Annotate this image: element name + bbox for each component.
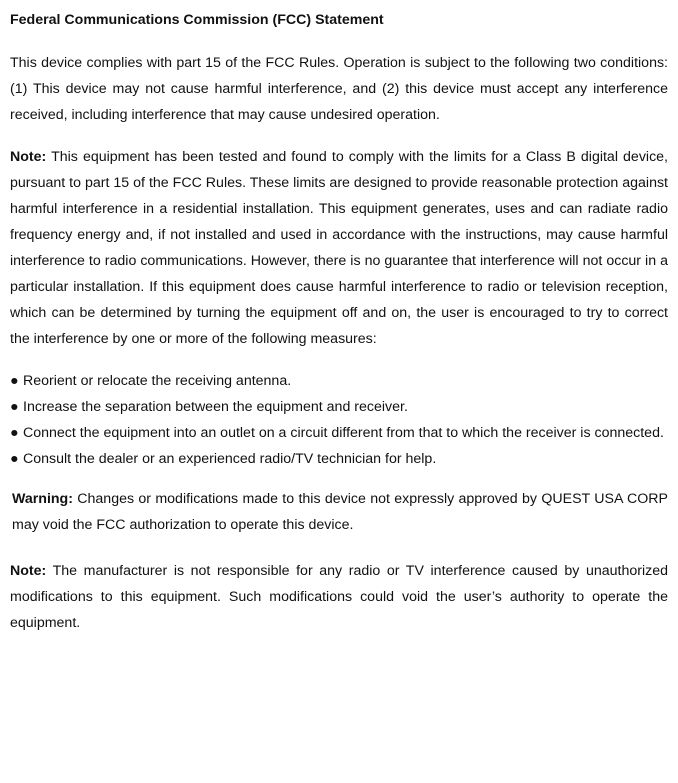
manufacturer-note-text: The manufacturer is not responsible for any radio or TV interference caused by unauthorized modifications to this equipment. Such modifications could void the user’s authority to operate the equipment.	[10, 563, 668, 631]
manufacturer-note-label: Note:	[10, 563, 47, 579]
note-paragraph	[10, 144, 668, 352]
list-item	[10, 420, 668, 446]
list-item	[10, 368, 668, 394]
bullet-icon: ●	[10, 451, 19, 467]
bullet-icon: ●	[10, 373, 19, 389]
manufacturer-note-paragraph	[10, 558, 668, 636]
bullet-icon: ●	[10, 425, 19, 441]
bullet-icon: ●	[10, 399, 19, 415]
page-title: Federal Communications Commission (FCC) Statement	[10, 12, 384, 28]
note-label: Note:	[10, 149, 47, 165]
measure-text: Reorient or relocate the receiving antenna.	[23, 373, 292, 389]
measure-text: Consult the dealer or an experienced radio/TV technician for help.	[23, 451, 437, 467]
measures-list	[10, 368, 668, 472]
intro-paragraph: This device complies with part 15 of the FCC Rules. Operation is subject to the following two conditions: (1) This device may not cause harmful interference, and (2) this device must accept any interference received, including interference that may cause undesired operation.	[10, 55, 668, 123]
measure-text: Connect the equipment into an outlet on a circuit different from that to which the receiver is connected.	[23, 425, 664, 441]
measure-text: Increase the separation between the equipment and receiver.	[23, 399, 408, 415]
note-text: This equipment has been tested and found to comply with the limits for a Class B digital device, pursuant to part 15 of the FCC Rules. These limits are designed to provide reasonable protection against harmful interference in a residential installation. This equipment generates, uses and can radiate radio frequency energy and, if not installed and used in accordance with the instructions, may cause harmful interference to radio communications. However, there is no guarantee that interference will not occur in a particular installation. If this equipment does cause harmful interference to radio or television reception, which can be determined by turning the equipment off and on, the user is encouraged to try to correct the interference by one or more of the following measures:	[10, 149, 668, 347]
warning-paragraph	[10, 486, 668, 538]
warning-text: Changes or modifications made to this device not expressly approved by QUEST USA CORP may void the FCC authorization to operate this device.	[12, 491, 668, 533]
warning-label: Warning:	[12, 491, 73, 507]
list-item	[10, 446, 668, 472]
list-item	[10, 394, 668, 420]
